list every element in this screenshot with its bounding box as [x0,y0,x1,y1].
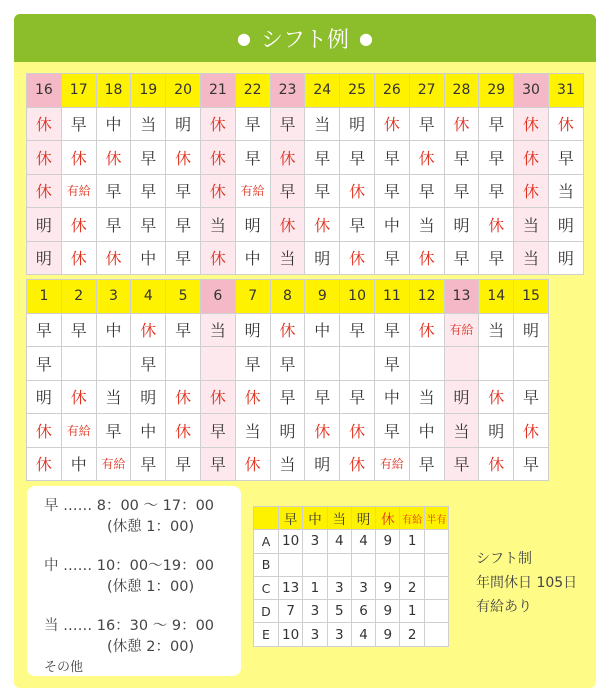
summary-row-label: A [254,530,279,553]
date-cell: 25 [340,74,375,108]
shift-cell: 休 [340,414,375,448]
note-shift-system: シフト制 [476,551,532,567]
shift-cell: 早 [270,107,305,141]
shift-cell: 明 [235,313,270,347]
shift-cell: 早 [548,141,583,175]
date-cell: 7 [235,280,270,314]
note-paid-leave: 有給あり [476,599,532,615]
summary-cell: 3 [303,623,327,646]
summary-cell: 3 [303,600,327,623]
shift-cell [444,347,479,381]
summary-cell: 2 [400,576,424,599]
summary-row-label: B [254,553,279,576]
shift-cell: 中 [61,447,96,481]
shift-cell: 早 [96,174,131,208]
shift-cell: 休 [61,241,96,275]
shift-cell: 休 [61,141,96,175]
summary-header-cell: 中 [303,507,327,530]
shift-cell: 休 [27,414,62,448]
date-cell: 18 [96,74,131,108]
date-cell: 10 [340,280,375,314]
shift-cell: 早 [374,414,409,448]
summary-cell: 3 [327,576,351,599]
shift-cell: 早 [166,174,201,208]
shift-cell: 休 [235,447,270,481]
shift-cell: 早 [340,380,375,414]
shift-cell: 早 [131,141,166,175]
bullet-icon: ● [237,28,251,48]
summary-cell: 10 [279,623,303,646]
date-cell: 27 [409,74,444,108]
note-annual-holidays: 年間休日 105日 [476,575,578,591]
summary-cell [424,623,448,646]
shift-cell [200,347,235,381]
shift-cell: 休 [340,174,375,208]
date-cell: 16 [27,74,62,108]
shift-row [27,380,549,414]
summary-cell: 1 [400,600,424,623]
summary-cell [279,553,303,576]
shift-cell: 休 [235,380,270,414]
legend-duty: 当 …… 16：30 ～ 9：00 [44,618,215,634]
shift-cell: 明 [305,241,340,275]
shift-cell: 当 [270,241,305,275]
summary-cell [327,553,351,576]
shift-cell: 明 [166,107,201,141]
summary-row [254,600,449,623]
shift-cell: 休 [27,107,62,141]
shift-cell: 早 [444,241,479,275]
shift-cell: 当 [200,208,235,242]
date-cell: 14 [479,280,514,314]
summary-cell [376,553,400,576]
shift-cell: 明 [305,447,340,481]
summary-cell: 9 [376,530,400,553]
shift-cell: 早 [305,174,340,208]
date-cell: 9 [305,280,340,314]
shift-cell: 早 [166,313,201,347]
shift-cell [514,347,549,381]
summary-header-cell: 半有 [424,507,448,530]
shift-cell: 早 [479,141,514,175]
shift-cell: 早 [374,174,409,208]
shift-cell: 早 [270,380,305,414]
shift-cell: 中 [374,380,409,414]
shift-cell: 当 [409,380,444,414]
shift-cell: 早 [96,208,131,242]
date-cell: 15 [514,280,549,314]
shift-cell [96,347,131,381]
summary-cell: 2 [400,623,424,646]
shift-cell: 休 [27,447,62,481]
summary-cell: 3 [351,576,375,599]
shift-cell: 当 [270,447,305,481]
shift-cell: 当 [305,107,340,141]
shift-row [27,241,584,275]
shift-row [27,141,584,175]
date-cell: 8 [270,280,305,314]
shift-cell: 休 [61,208,96,242]
legend-mid-break: (休憩 1：00) [107,579,195,595]
shift-cell [61,347,96,381]
shift-cell: 休 [96,241,131,275]
shift-cell: 休 [444,107,479,141]
shift-cell: 休 [61,380,96,414]
date-cell: 17 [61,74,96,108]
shift-cell: 休 [514,107,549,141]
shift-cell: 休 [166,380,201,414]
shift-cell: 当 [514,241,549,275]
shift-cell: 休 [200,107,235,141]
shift-cell: 休 [200,380,235,414]
date-cell: 19 [131,74,166,108]
shift-cell: 休 [200,174,235,208]
shift-cell: 早 [27,347,62,381]
shift-cell: 早 [166,241,201,275]
date-cell: 28 [444,74,479,108]
shift-row [27,447,549,481]
shift-cell: 休 [200,241,235,275]
shift-cell: 休 [270,313,305,347]
shift-cell: 中 [96,107,131,141]
shift-cell: 明 [270,414,305,448]
shift-cell: 早 [374,347,409,381]
shift-cell: 中 [131,241,166,275]
shift-cell: 明 [548,208,583,242]
summary-cell: 4 [351,623,375,646]
shift-row [27,347,549,381]
summary-cell [351,553,375,576]
summary-header-cell: 明 [351,507,375,530]
summary-cell: 9 [376,576,400,599]
summary-header-cell: 早 [279,507,303,530]
shift-cell: 早 [131,347,166,381]
shift-cell: 明 [340,107,375,141]
shift-cell: 休 [166,141,201,175]
date-cell: 13 [444,280,479,314]
shift-cell: 早 [409,174,444,208]
shift-cell: 明 [548,241,583,275]
shift-cell: 休 [479,208,514,242]
summary-table [253,506,449,647]
summary-header-row [254,507,449,530]
employment-note [476,547,577,619]
shift-cell: 休 [374,107,409,141]
shift-row [27,208,584,242]
shift-cell: 早 [270,347,305,381]
date-row [27,74,584,108]
shift-cell: 有給 [96,447,131,481]
legend-early: 早 …… 8：00 ～ 17：00 [44,498,215,514]
shift-cell: 早 [409,107,444,141]
title-bar [14,14,596,62]
shift-cell: 休 [514,141,549,175]
summary-cell: 6 [351,600,375,623]
shift-row [27,313,549,347]
summary-cell: 1 [303,576,327,599]
shift-cell: 早 [96,414,131,448]
shift-cell: 中 [131,414,166,448]
shift-cell: 明 [27,241,62,275]
date-cell: 2 [61,280,96,314]
shift-cell: 休 [340,447,375,481]
shift-cell: 早 [27,313,62,347]
shift-cell: 明 [514,313,549,347]
summary-cell: 9 [376,600,400,623]
shift-row [27,174,584,208]
shift-cell: 早 [131,447,166,481]
shift-cell: 当 [131,107,166,141]
shift-cell: 中 [96,313,131,347]
date-cell: 4 [131,280,166,314]
shift-cell: 早 [166,208,201,242]
shift-cell: 早 [340,208,375,242]
shift-cell: 休 [548,107,583,141]
shift-cell: 早 [514,380,549,414]
summary-header-cell: 休 [376,507,400,530]
summary-cell: 5 [327,600,351,623]
summary-cell: 9 [376,623,400,646]
summary-header-cell: 当 [327,507,351,530]
shift-cell: 早 [270,174,305,208]
shift-cell [305,347,340,381]
legend-mid: 中 …… 10：00～19：00 [44,558,215,574]
shift-cell: 休 [166,414,201,448]
shift-cell: 休 [27,174,62,208]
summary-corner [254,507,279,530]
shift-cell: 早 [61,107,96,141]
shift-cell: 明 [444,380,479,414]
summary-cell: 1 [400,530,424,553]
summary-cell: 7 [279,600,303,623]
shift-cell: 当 [479,313,514,347]
date-cell: 5 [166,280,201,314]
legend-early-break: (休憩 1：00) [107,519,195,535]
shift-cell: 休 [96,141,131,175]
shift-cell: 早 [374,313,409,347]
shift-cell: 有給 [61,174,96,208]
shift-cell: 休 [514,414,549,448]
schedule-table-second-half [26,279,549,481]
date-cell: 1 [27,280,62,314]
shift-cell: 休 [200,141,235,175]
shift-row [27,414,549,448]
shift-cell [166,347,201,381]
shift-cell: 当 [514,208,549,242]
shift-cell: 当 [200,313,235,347]
shift-cell: 明 [131,380,166,414]
bullet-icon: ● [359,28,373,48]
shift-cell [409,347,444,381]
summary-cell [424,576,448,599]
page-title: シフト例 [260,27,349,53]
shift-cell: 早 [514,447,549,481]
shift-cell: 有給 [61,414,96,448]
shift-cell: 明 [27,208,62,242]
shift-cell: 早 [444,447,479,481]
summary-row [254,553,449,576]
shift-cell: 有給 [444,313,479,347]
schedule-table-first-half [26,73,584,275]
shift-cell: 当 [548,174,583,208]
shift-cell: 中 [409,414,444,448]
shift-cell: 早 [305,380,340,414]
shift-row [27,107,584,141]
shift-cell: 早 [131,174,166,208]
shift-legend [27,486,241,676]
date-cell: 21 [200,74,235,108]
date-cell: 26 [374,74,409,108]
date-cell: 20 [166,74,201,108]
summary-row [254,530,449,553]
shift-cell: 早 [235,107,270,141]
summary-cell: 10 [279,530,303,553]
shift-cell: 明 [235,208,270,242]
shift-cell: 早 [409,447,444,481]
shift-cell: 早 [479,107,514,141]
shift-cell: 休 [305,414,340,448]
shift-cell: 早 [479,241,514,275]
shift-cell: 早 [200,447,235,481]
shift-cell: 早 [374,141,409,175]
shift-cell: 早 [340,313,375,347]
shift-cell: 早 [479,174,514,208]
shift-cell: 休 [270,141,305,175]
shift-cell: 早 [131,208,166,242]
legend-duty-break: (休憩 2：00) [107,639,195,655]
shift-cell: 早 [166,447,201,481]
date-row [27,280,549,314]
summary-cell: 3 [303,530,327,553]
shift-cell: 当 [96,380,131,414]
shift-cell: 早 [235,347,270,381]
summary-row-label: D [254,600,279,623]
shift-cell: 明 [479,414,514,448]
shift-cell: 休 [409,241,444,275]
date-cell: 24 [305,74,340,108]
summary-cell: 4 [327,530,351,553]
shift-cell: 早 [61,313,96,347]
shift-cell: 中 [374,208,409,242]
date-cell: 31 [548,74,583,108]
shift-cell: 休 [270,208,305,242]
shift-cell: 休 [409,313,444,347]
shift-cell: 当 [235,414,270,448]
shift-cell [479,347,514,381]
summary-cell [424,553,448,576]
shift-cell: 休 [479,447,514,481]
shift-cell [340,347,375,381]
date-cell: 29 [479,74,514,108]
summary-cell: 13 [279,576,303,599]
date-cell: 23 [270,74,305,108]
shift-cell: 当 [444,414,479,448]
summary-cell [400,553,424,576]
date-cell: 6 [200,280,235,314]
shift-cell: 当 [409,208,444,242]
shift-cell: 休 [131,313,166,347]
shift-cell: 明 [444,208,479,242]
shift-cell: 休 [514,174,549,208]
date-cell: 22 [235,74,270,108]
summary-row-label: E [254,623,279,646]
shift-cell: 早 [444,174,479,208]
legend-other: その他 [44,660,84,675]
shift-cell: 中 [235,241,270,275]
shift-cell: 有給 [235,174,270,208]
shift-cell: 早 [200,414,235,448]
shift-cell: 休 [479,380,514,414]
shift-cell: 休 [340,241,375,275]
summary-row-label: C [254,576,279,599]
summary-cell [303,553,327,576]
shift-cell: 休 [409,141,444,175]
date-cell: 3 [96,280,131,314]
shift-cell: 有給 [374,447,409,481]
date-cell: 12 [409,280,444,314]
date-cell: 11 [374,280,409,314]
shift-cell: 早 [305,141,340,175]
shift-cell: 中 [305,313,340,347]
summary-cell: 4 [351,530,375,553]
shift-cell: 早 [340,141,375,175]
shift-cell: 休 [305,208,340,242]
shift-cell: 早 [374,241,409,275]
summary-cell [424,530,448,553]
summary-row [254,623,449,646]
shift-cell: 明 [27,380,62,414]
summary-row [254,576,449,599]
summary-cell [424,600,448,623]
date-cell: 30 [514,74,549,108]
shift-cell: 休 [27,141,62,175]
summary-header-cell: 有給 [400,507,424,530]
shift-cell: 早 [235,141,270,175]
summary-cell: 3 [327,623,351,646]
shift-cell: 早 [444,141,479,175]
